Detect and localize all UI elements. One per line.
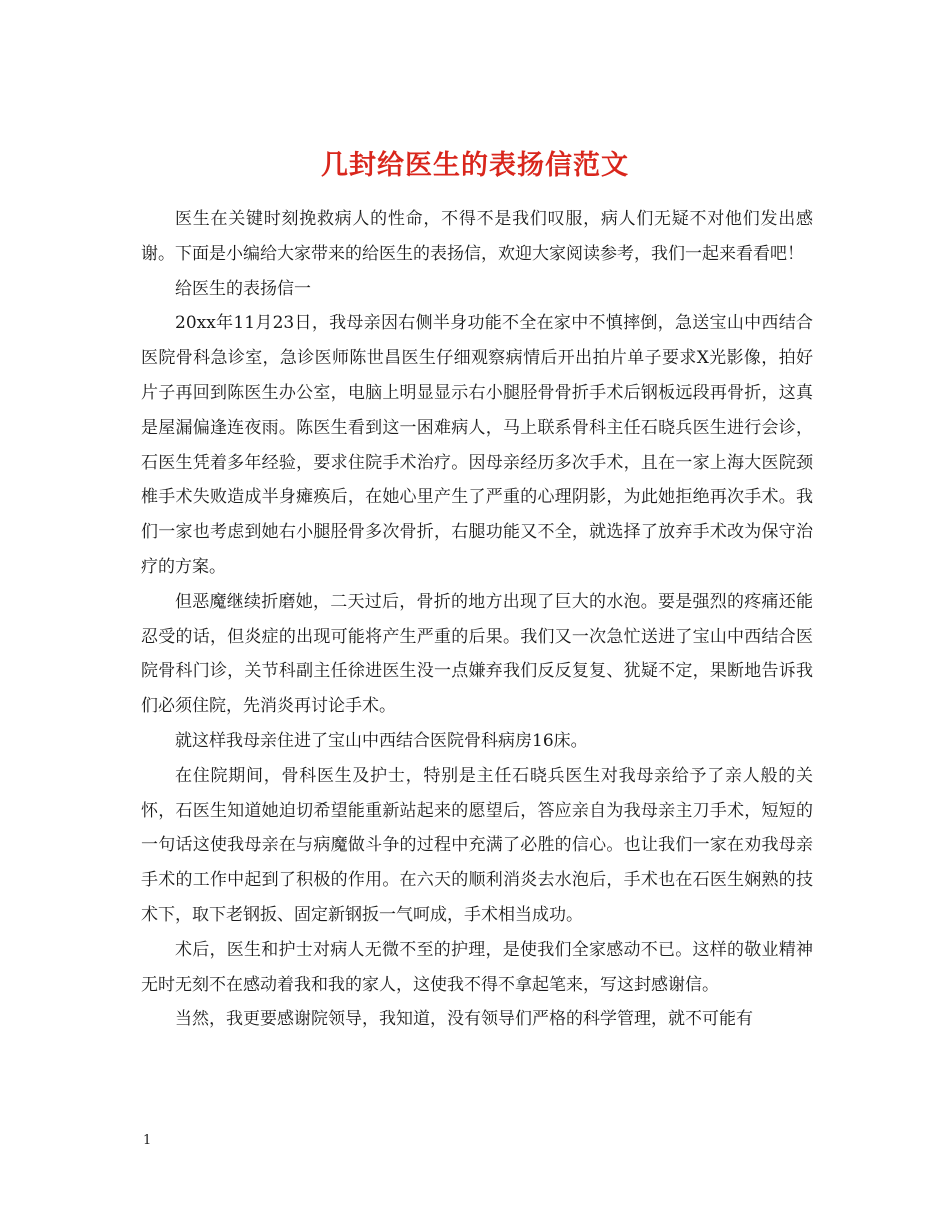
document-title: 几封给医生的表扬信范文	[321, 150, 629, 182]
page-number: 1	[143, 1133, 152, 1148]
paragraph: 但恶魔继续折磨她，二天过后，骨折的地方出现了巨大的水泡。要是强烈的疼痛还能忍受的话，但炎症的出现可能将产生严重的后果。我们又一次急忙送进了宝山中西结合医院骨科门诊，关节科副主任徐进医生没一点嫌弃我们反反复复、犹疑不定，果断地告诉我们必须住院，先消炎再讨论手术。	[141, 591, 813, 717]
paragraph: 20xx年11月23日，我母亲因右侧半身功能不全在家中不慎摔倒，急送宝山中西结合医院骨科急诊室，急诊医师陈世昌医生仔细观察病情后开出拍片单子要求X光影像，拍好片子再回到陈医生办公室，电脑上明显显示右小腿胫骨骨折手术后钢板远段再骨折，这真是屋漏偏逢连夜雨。陈医生看到这一困难病人，马上联系骨科主任石晓兵医生进行会诊，石医生凭着多年经验，要求住院手术治疗。因母亲经历多次手术，且在一家上海大医院颈椎手术失败造成半身瘫痪后，在她心里产生了严重的心理阴影，为此她拒绝再次手术。我们一家也考虑到她右小腿胫骨多次骨折，右腿功能又不全，就选择了放弃手术改为保守治疗的方案。	[141, 313, 813, 577]
section-heading: 给医生的表扬信一	[175, 278, 311, 299]
paragraph-intro: 医生在关键时刻挽救病人的性命，不得不是我们叹服，病人们无疑不对他们发出感谢。下面是小编给大家带来的给医生的表扬信，欢迎大家阅读参考，我们一起来看看吧！	[141, 209, 813, 264]
paragraph: 在住院期间，骨科医生及护士，特别是主任石晓兵医生对我母亲给予了亲人般的关怀，石医生知道她迫切希望能重新站起来的愿望后，答应亲自为我母亲主刀手术，短短的一句话这使我母亲在与病魔做斗争的过程中充满了必胜的信心。也让我们一家在劝我母亲手术的工作中起到了积极的作用。在六天的顺利消炎去水泡后，手术也在石医生娴熟的技术下，取下老钢扳、固定新钢扳一气呵成，手术相当成功。	[141, 765, 813, 925]
paragraph: 术后，医生和护士对病人无微不至的护理，是使我们全家感动不已。这样的敬业精神无时无刻不在感动着我和我的家人，这使我不得不拿起笔来，写这封感谢信。	[141, 939, 813, 995]
paragraph: 就这样我母亲住进了宝山中西结合医院骨科病房16床。	[175, 730, 588, 751]
document-body	[141, 202, 813, 1037]
paragraph: 当然，我更要感谢院领导，我知道，没有领导们严格的科学管理，就不可能有	[175, 1009, 753, 1030]
